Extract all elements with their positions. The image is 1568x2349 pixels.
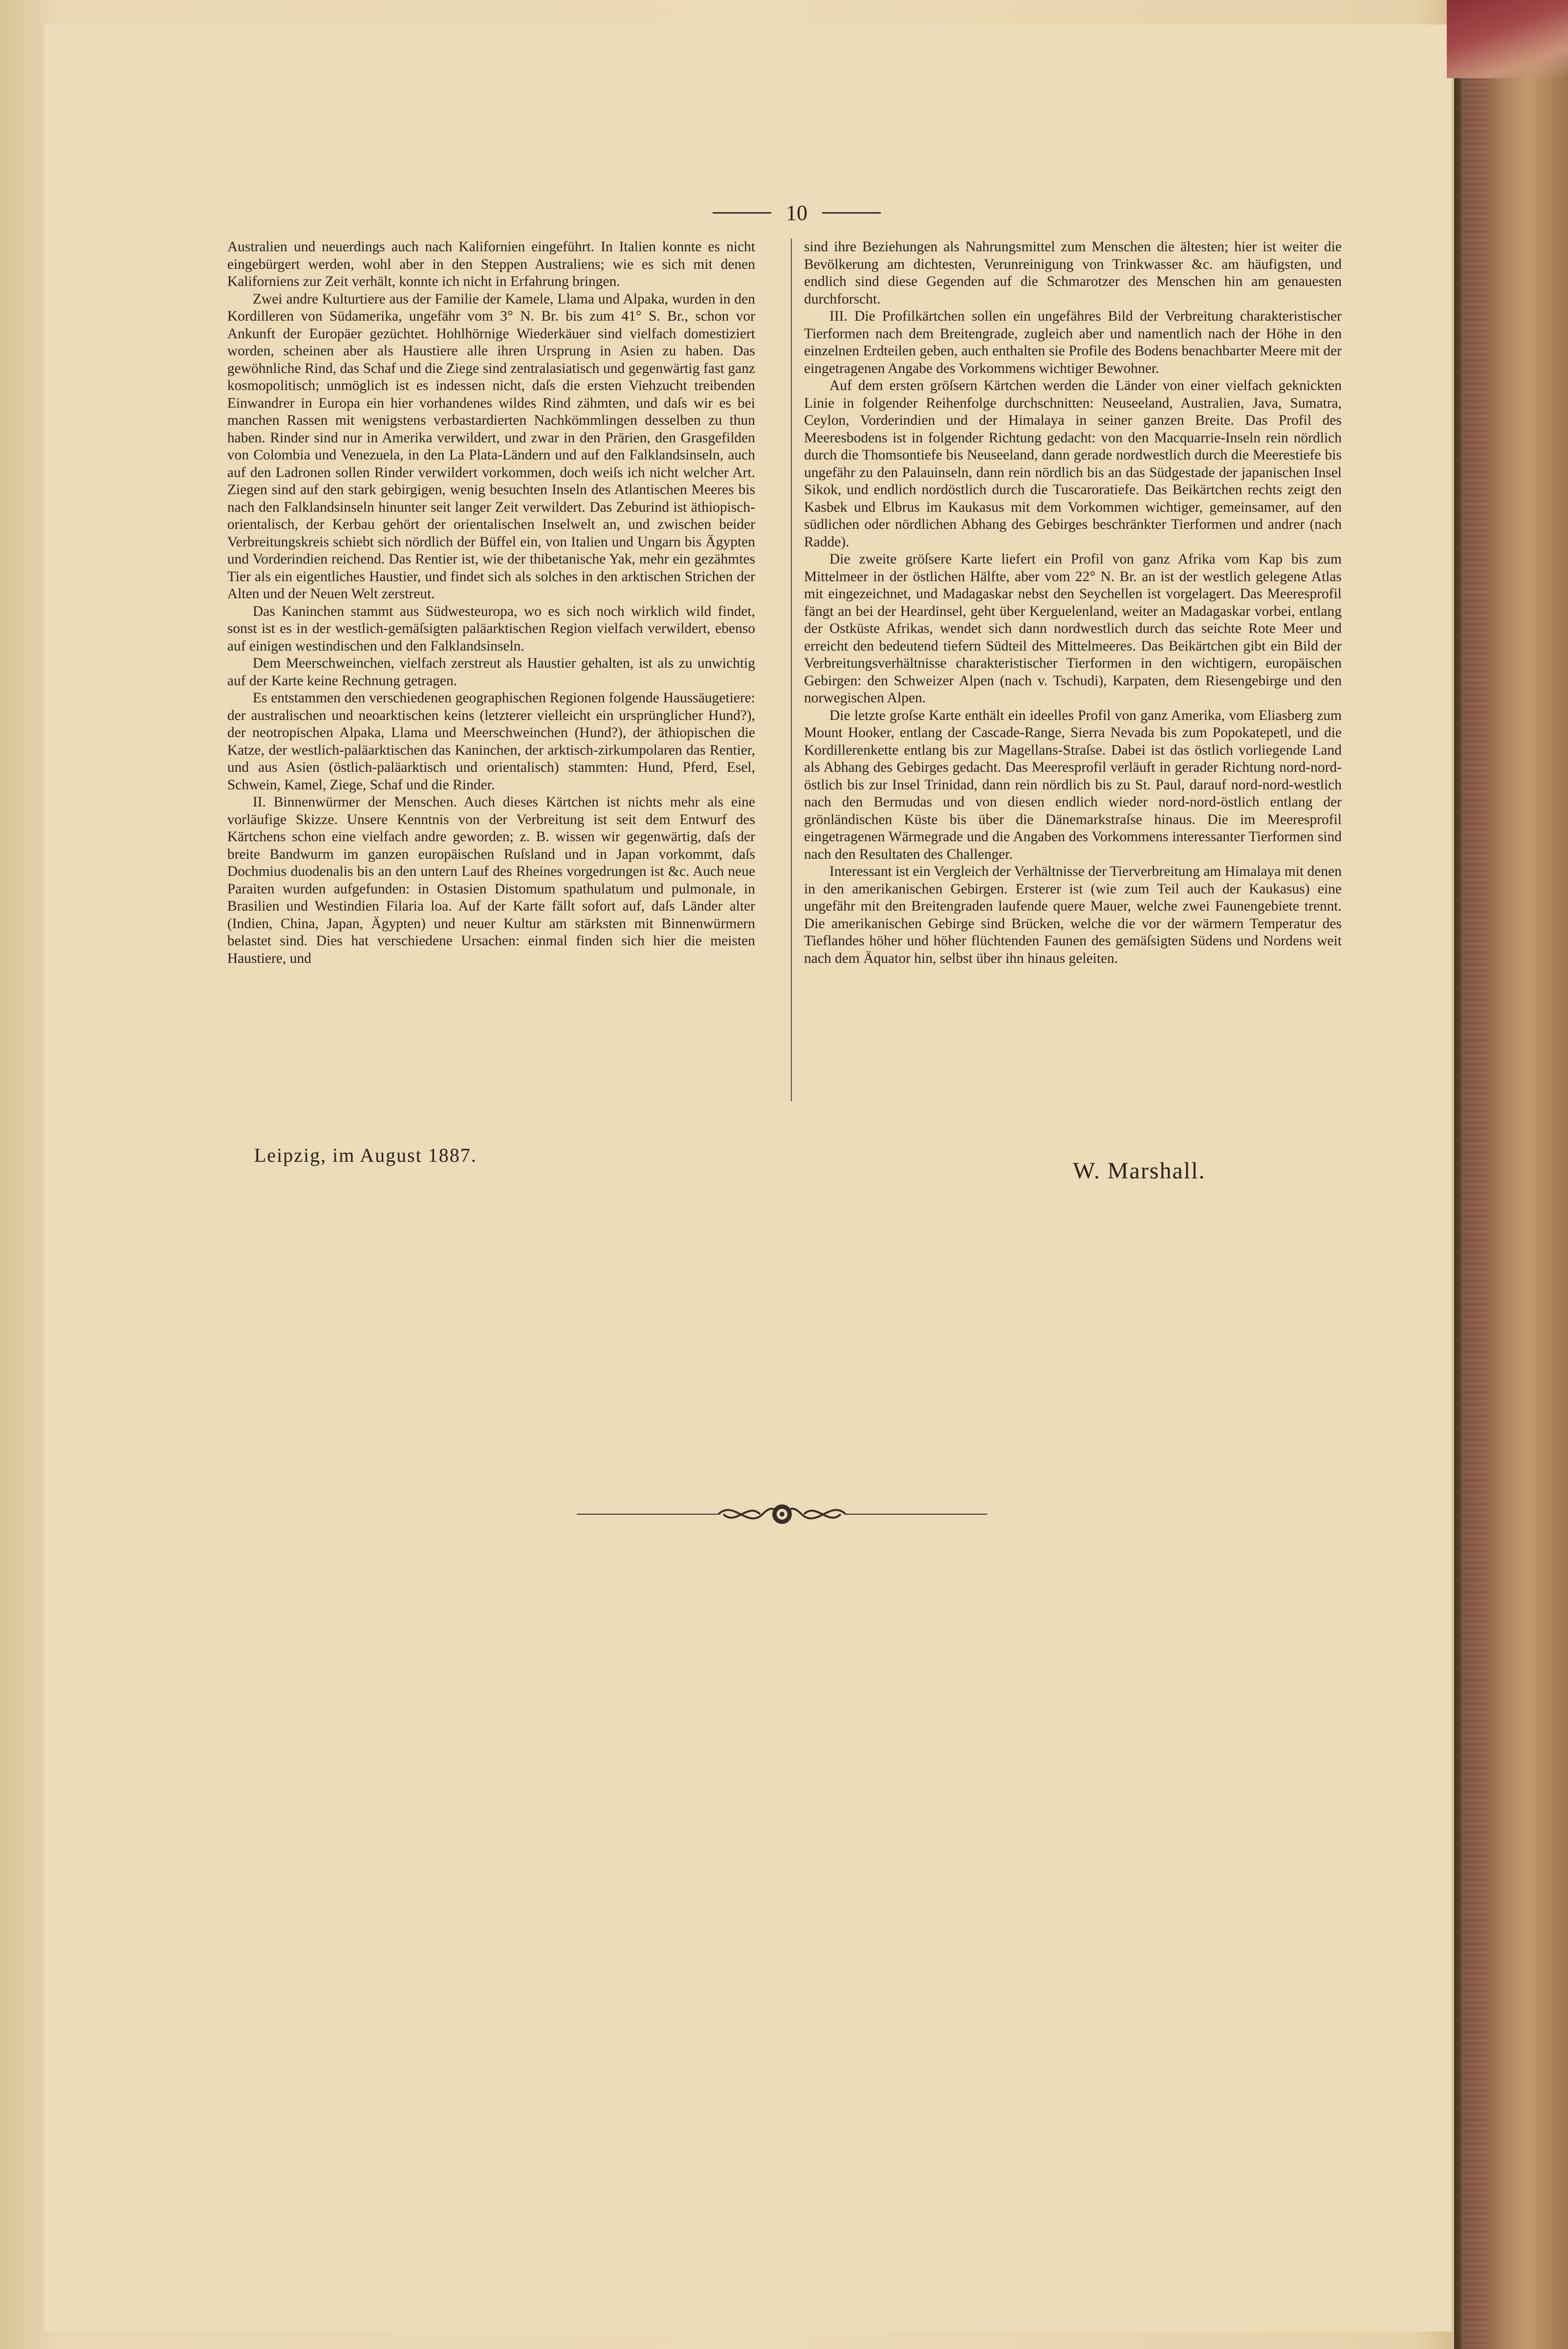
place-date: Leipzig, im August 1887. <box>254 1144 477 1166</box>
page-number <box>684 196 909 230</box>
right-paragraph: III. Die Profilkärtchen sollen ein ungefähres Bild der Verbreitung charakteristischer Tierformen nach dem Breitengrade, zugleich aber und namentlich nach der Höhe in den einzelnen Erdteilen geben, auch enthalten sie Profile des Bodens benachbarter Meere mit der eingetragenen Angabe des Vorkommens wichtiger Bewohner. <box>804 308 1342 376</box>
page-number-dash-right <box>822 212 881 214</box>
left-paragraph: II. Binnenwürmer der Menschen. Auch dieses Kärtchen ist nichts mehr als eine vorläufige Skizze. Unsere Kenntnis von der Verbreitung ist seit dem Entwurf des Kärtchens schon eine vielfach andre geworden; z. B. wissen wir gegenwärtig, daſs der breite Bandwurm im ganzen europäischen Ruſsland und in Japan vorkommt, daſs Dochmius duodenalis bis an den untern Lauf des Rheines vorgedrungen ist &c. Auch neue Paraiten wurden aufgefunden: in Ostasien Distomum spathulatum und pulmonale, in Brasilien und Westindien Filaria loa. Auf der Karte fällt sofort auf, daſs Länder alter (Indien, China, Japan, Ägypten) und neuer Kultur am stärksten mit Binnenwürmern belastet sind. Dies hat verschiedene Ursachen: einmal finden sich hier die meisten Haustiere, und <box>227 794 755 966</box>
floral-vignette-icon <box>577 1495 987 1534</box>
page-number-dash-left <box>713 212 771 214</box>
right-column <box>804 239 1342 967</box>
right-paragraph: sind ihre Beziehungen als Nahrungsmittel zum Menschen die ältesten; hier ist weiter die Bevölkerung am dichtesten, Verunreinigung von Trinkwasser &c. am häufigsten, und endlich sind diese Gegenden auf die Schmarotzer des Menschen hin am genauesten durchforscht. <box>804 239 1342 307</box>
left-column <box>227 239 755 967</box>
left-paragraph: Das Kaninchen stammt aus Südwesteuropa, wo es sich noch wirklich wild findet, sonst ist es in der westlich-gemäſsigten paläarktischen Region vielfach verwildert, ebenso auf einigen westindischen und den Falklandsinseln. <box>227 603 755 654</box>
right-paragraph: Die zweite gröſsere Karte liefert ein Profil von ganz Afrika vom Kap bis zum Mittelmeer in der östlichen Hälfte, aber vom 22° N. Br. an ist der westlich gelegene Atlas mit eingezeichnet, und Madagaskar nebst den Seychellen ist vorgelagert. Das Meeresprofil fängt an bei der Heardinsel, geht über Kerguelenland, weiter an Madagaskar vorbei, entlang der Ostküste Afrikas, wendet sich dann nordwestlich durch das seichte Rote Meer und erreicht den bedeutend tiefern Südteil des Mittelmeeres. Das Beikärtchen gibt ein Bild der Verbreitungsverhältnisse charakteristischer Tierformen in den wichtigern, europäischen Gebirgen: den Schweizer Alpen (nach v. Tschudi), Karpaten, dem Riesengebirge und den norwegischen Alpen. <box>804 551 1342 706</box>
left-paragraph: Dem Meerschweinchen, vielfach zerstreut als Haustier gehalten, ist als zu unwichtig auf der Karte keine Rechnung getragen. <box>227 655 755 689</box>
column-divider <box>791 239 792 1101</box>
right-paragraph: Interessant ist ein Vergleich der Verhältnisse der Tierverbreitung am Himalaya mit denen in den amerikanischen Gebirgen. Ersterer ist (wie zum Teil auch der Kaukasus) eine ungefähr mit den Breitengraden laufende quere Mauer, welche zwei Faunengebiete trennt. Die amerikanischen Gebirge sind Brücken, welche die vor der wärmern Temperatur des Tieflandes höher und höher flüchtenden Faunen des gemäſsigten Südens und Nordens weit nach dem Äquator hin, selbst über ihn hinaus geleiten. <box>804 864 1342 966</box>
spine-stripe <box>1461 0 1488 2349</box>
right-paragraph: Auf dem ersten gröſsern Kärtchen werden die Länder von einer vielfach geknickten Linie in folgender Reihenfolge durchschnitten: Neuseeland, Australien, Java, Sumatra, Ceylon, Vorderindien und der Himalaya in seiner ganzen Breite. Das Profil des Meeresbodens ist in folgender Richtung gedacht: von den Macquarrie-Inseln rein nördlich durch die Thomsontiefe bis Neuseeland, dann gerade nordwestlich durch die Meerestiefe bis ungefähr zu den Palauinseln, dann rein nördlich bis an das Südgestade der japanischen Insel Sikok, und endlich nordöstlich durch die Tuscaroratiefe. Das Beikärtchen rechts zeigt den Kasbek und Elbrus im Kaukasus mit dem Vorkommen wichtiger, gemeinsamer, auf den südlichen oder nördlichen Abhang des Gebirges beschränkter Tierformen und andrer (nach Radde). <box>804 378 1342 550</box>
author-signature: W. Marshall. <box>1073 1158 1206 1184</box>
ribbon-corner <box>1447 0 1568 78</box>
page-number-value: 10 <box>786 200 807 225</box>
left-paragraph: Australien und neuerdings auch nach Kalifornien eingeführt. In Italien konnte es nicht eingebürgert werden, wohl aber in den Steppen Australiens; wie es sich mit denen Kaliforniens zur Zeit verhält, konnte ich nicht in Erfahrung bringen. <box>227 239 755 289</box>
right-paragraph: Die letzte groſse Karte enthält ein ideelles Profil von ganz Amerika, vom Eliasberg zum Mount Hooker, entlang der Cascade-Range, Sierra Nevada bis zum Popokatepetl, und die Kordillerenkette entlang bis zur Magellans-Straſse. Dabei ist das östlich vorliegende Land als Abhang des Gebirges gedacht. Das Meeresprofil verläuft in gerader Richtung nord-nord-östlich bis zur Insel Trinidad, dann rein nördlich bis zu St. Paul, darauf nord-nord-westlich nach den Bermudas und von diesen endlich wieder nord-nord-östlich entlang der grönländischen Küste bis über die Dänemarkstraſse hinaus. Die im Meeresprofil eingetragenen Wärmegrade und die Angaben des Vorkommens interessanter Tierformen sind nach den Resultaten des Challenger. <box>804 707 1342 862</box>
left-paragraph: Zwei andre Kulturtiere aus der Familie der Kamele, Llama und Alpaka, wurden in den Kordilleren von Südamerika, ungefähr vom 3° N. Br. bis zum 41° S. Br., schon vor Ankunft der Europäer gezüchtet. Hohlhörnige Wiederkäuer sind vielfach domestiziert worden, scheinen aber als Haustiere alle ihren Ursprung in Asien zu haben. Das gewöhnliche Rind, das Schaf und die Ziege sind zentralasiatisch und gegenwärtig fast ganz kosmopolitisch; unmöglich ist es indessen nicht, daſs die ersten Viehzucht treibenden Einwandrer in Europa ein hier vorhandenes wildes Rind zähmten, und daſs wir es bei manchen Rassen mit wenigstens verbastardierten Nachkömmlingen desselben zu thun haben. Rinder sind nur in Amerika verwildert, und zwar in den Prärien, den Grasgefilden von Colombia und Venezuela, in den La Plata-Ländern und auf den Falklandsinseln, auch auf den Ladronen sollen Rinder verwildert vorkommen, doch weiſs ich nicht welcher Art. Ziegen sind auf den stark gebirgigen, wenig besuchten Inseln des Atlantischen Meeres bis nach den Falklandsinseln hinunter seit langer Zeit verwildert. Das Zeburind ist äthiopisch-orientalisch, der Kerbau gehört der orientalischen Inselwelt an, und zwischen beider Verbreitungskreis schiebt sich nördlich der Büffel ein, von Italien und Ungarn bis Ägypten und Vorderindien reichend. Das Rentier ist, wie der thibetanische Yak, mehr ein gezähmtes Tier als ein eigentliches Haustier, und findet sich als solches in den arktischen Strichen der Alten und der Neuen Welt zerstreut. <box>227 291 755 602</box>
left-paragraph: Es entstammen den verschiedenen geographischen Regionen folgende Haussäugetiere: der australischen und neoarktischen keins (letzterer vielleicht ein ursprünglicher Hund?), der neotropischen Alpaka, Llama und Meerschweinchen (Hund?), der äthiopischen die Katze, der westlich-paläarktischen das Kaninchen, der arktisch-zirkumpolaren das Rentier, und aus Asien (östlich-paläarktisch und orientalisch) stammten: Hund, Pferd, Esel, Schwein, Kamel, Ziege, Schaf und die Rinder. <box>227 690 755 793</box>
